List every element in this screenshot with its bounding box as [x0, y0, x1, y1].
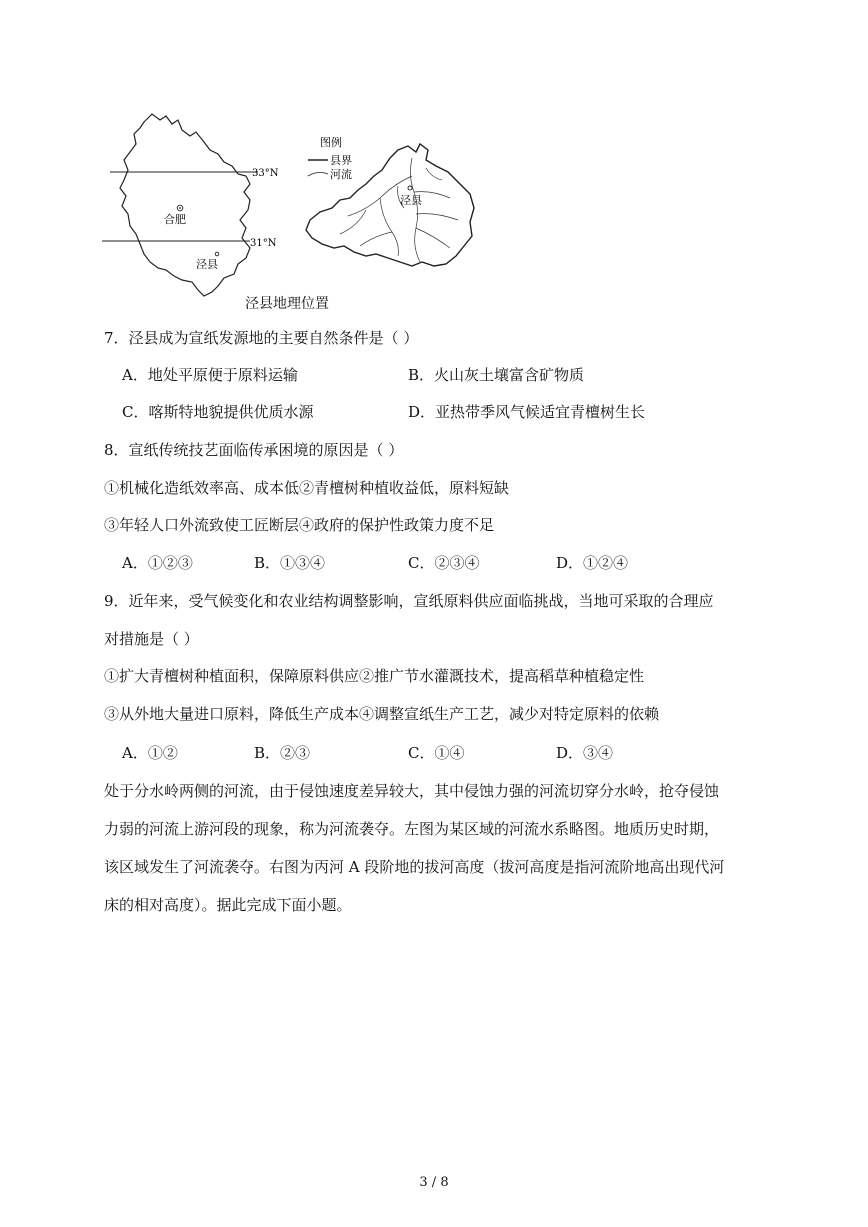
jing-county-label-right: 泾县: [400, 194, 422, 207]
q8-option-d: D．①②④: [556, 554, 629, 572]
river-network: [340, 158, 458, 262]
province-outline: [120, 114, 250, 296]
q9-option-a: A．①②: [122, 744, 178, 762]
page-number: 3 / 8: [419, 1175, 449, 1190]
q7-option-b: B．火山灰土壤富含矿物质: [408, 366, 585, 384]
q8-statements-2: ③年轻人口外流致使工匠断层④政府的保护性政策力度不足: [104, 516, 495, 534]
q8-option-b: B．①③④: [254, 554, 326, 572]
latitude-33-label: 33°N: [252, 168, 279, 179]
legend-county-border-label: 县界: [330, 154, 352, 167]
q9-statements-2: ③从外地大量进口原料，降低生产成本④调整宣纸生产工艺，减少对特定原料的依赖: [104, 705, 660, 723]
q9-stem-1: 9．近年来，受气候变化和农业结构调整影响，宣纸原料供应面临挑战，当地可采取的合理应: [104, 592, 714, 610]
q9-option-b: B．②③: [254, 744, 311, 762]
hefei-label: 合肥: [164, 213, 186, 226]
q8-option-c: C．②③④: [408, 554, 480, 572]
latitude-31-label: 31°N: [250, 238, 277, 249]
jing-county-label-left: 泾县: [196, 258, 218, 271]
q7-option-c: C．喀斯特地貌提供优质水源: [122, 403, 314, 421]
legend-river-label: 河流: [330, 168, 352, 181]
county-map: [300, 128, 485, 278]
jing-county-marker-icon-right: [408, 186, 412, 190]
passage-line-3: 该区域发生了河流袭夺。右图为丙河 A 段阶地的拔河高度（拔河高度是指河流阶地高出现代河: [104, 858, 725, 876]
passage-line-1: 处于分水岭两侧的河流，由于侵蚀速度差异较大，其中侵蚀力强的河流切穿分水岭，抢夺侵蚀: [104, 782, 720, 800]
q9-statements-1: ①扩大青檀树种植面积，保障原料供应②推广节水灌溉技术，提高稻草种植稳定性: [104, 667, 645, 685]
province-map: [100, 110, 290, 305]
q7-option-d: D．亚热带季风气候适宜青檀树生长: [408, 403, 646, 421]
figure-caption: 泾县地理位置: [245, 296, 329, 312]
q7-option-a: A．地处平原便于原料运输: [122, 366, 298, 384]
river-legend-icon: [308, 172, 328, 176]
legend-title: 图例: [320, 136, 342, 149]
q8-statements-1: ①机械化造纸效率高、成本低②青檀树种植收益低，原料短缺: [104, 479, 510, 497]
q8-option-a: A．①②③: [122, 554, 193, 572]
q9-stem-2: 对措施是（ ）: [104, 630, 199, 648]
q9-option-c: C．①④: [408, 744, 465, 762]
jing-county-marker-icon: [215, 252, 219, 256]
q9-option-d: D．③④: [556, 744, 614, 762]
q8-stem: 8．宣纸传统技艺面临传承困境的原因是（ ）: [104, 441, 404, 459]
passage-line-2: 力弱的河流上游河段的现象，称为河流袭夺。左图为某区域的河流水系略图。地质历史时期，: [104, 820, 720, 838]
q7-stem: 7．泾县成为宣纸发源地的主要自然条件是（ ）: [104, 329, 419, 347]
passage-line-4: 床的相对高度）。据此完成下面小题。: [104, 896, 352, 914]
